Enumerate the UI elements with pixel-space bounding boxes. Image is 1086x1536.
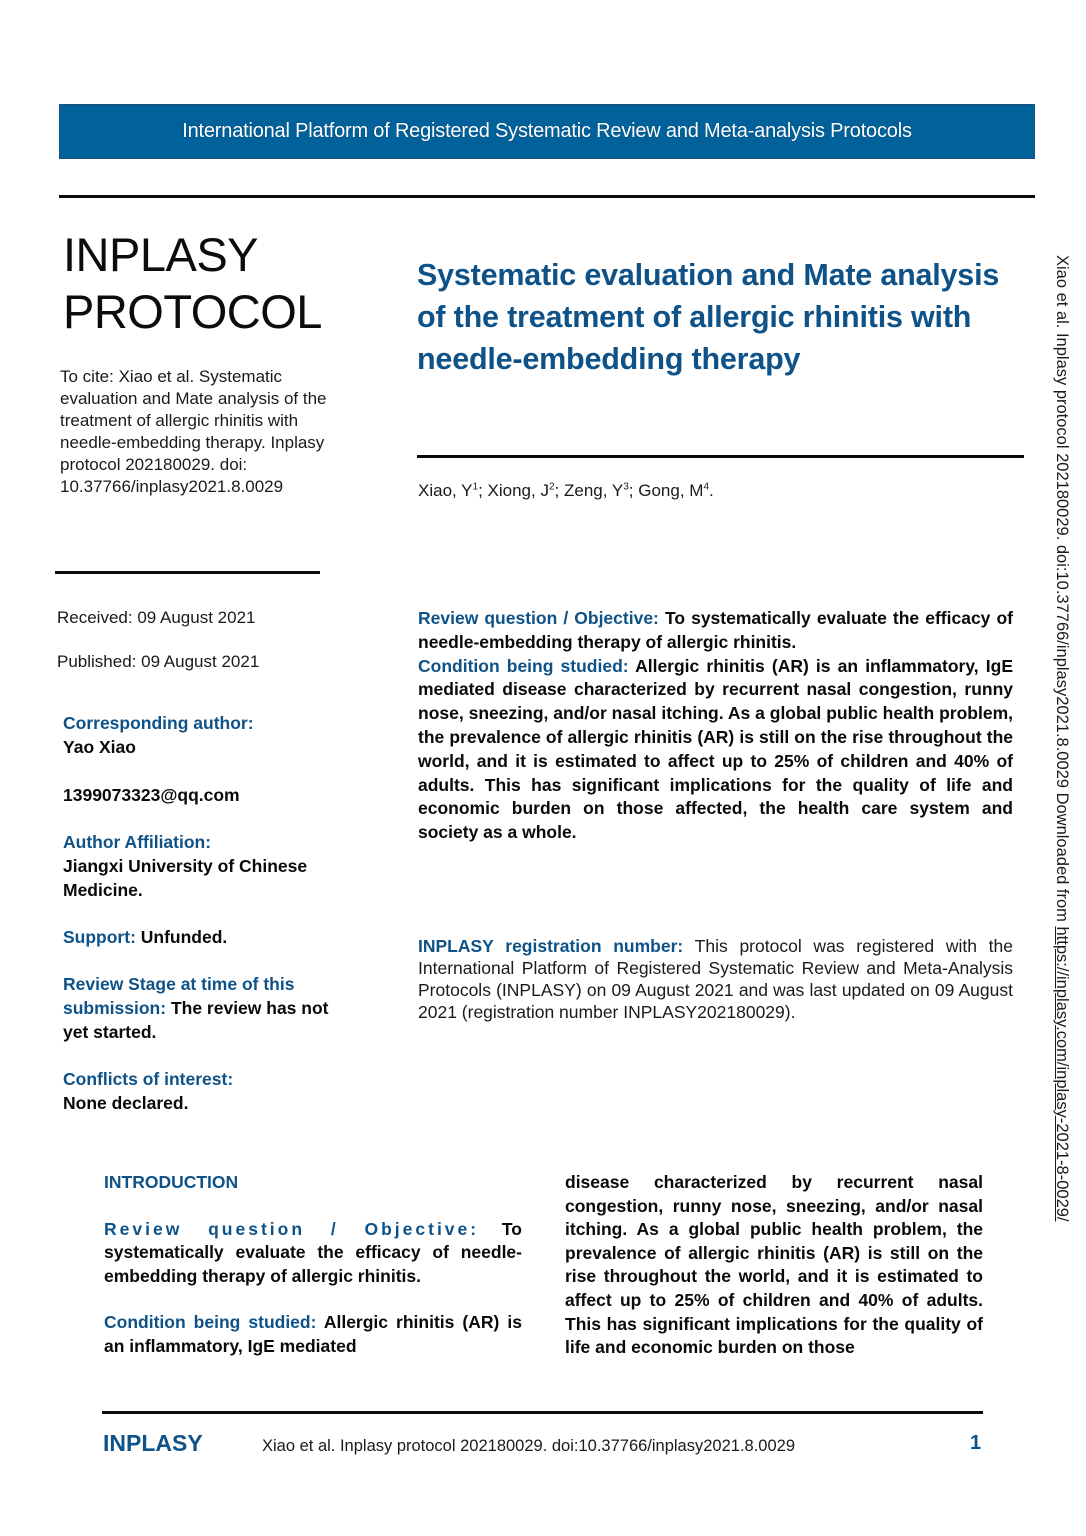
support-label: Support:: [63, 927, 136, 947]
intro-objective-label: Review question / Objective:: [104, 1218, 480, 1239]
intro-objective: [104, 1218, 522, 1289]
author-email[interactable]: 1399073323@qq.com: [63, 785, 240, 805]
intro-condition-label: Condition being studied:: [104, 1312, 317, 1333]
author-affiliation: [63, 830, 353, 902]
brand-title: [63, 226, 322, 340]
header-banner: [59, 104, 1035, 159]
conflicts-of-interest: [63, 1067, 353, 1115]
paper-title: Systematic evaluation and Mate analysis of the treatment of allergic rhinitis with needle-embedding therapy: [417, 258, 1000, 376]
download-link[interactable]: https://inplasy.com/inplasy-2021-8-0029/: [1053, 926, 1071, 1222]
received-date: Received: 09 August 2021: [57, 608, 256, 627]
page-number: 1: [970, 1432, 982, 1454]
section-heading-introduction: INTRODUCTION: [104, 1172, 239, 1192]
coi-label: Conflicts of interest:: [63, 1069, 234, 1089]
affiliation-value: Jiangxi University of Chinese Medicine.: [63, 856, 308, 900]
author: Gong, $M^4$.: [638, 481, 714, 500]
abstract-objective: [418, 607, 1013, 655]
brand-line-1: INPLASY: [63, 228, 259, 281]
intro-condition-continued: disease characterized by recurrent nasal congestion, runny nose, sneezing, and/or nasal itching. As a global public health problem, the prevalence of allergic rhinitis (AR) is still on the rise throughout the world, and it is estimated to affect up to 25% of children and 40% of adults. This has significant implications for the quality of life and economic burden on those: [565, 1172, 983, 1358]
citation: To cite: Xiao et al. Systematic evaluation and Mate analysis of the treatment of allergic rhinitis with needle-embedding therapy. Inplasy protocol 202180029. doi: 10.37766/inplasy2021.8.0029: [60, 367, 327, 496]
registration-label: INPLASY registration number:: [418, 936, 684, 956]
support-value: Unfunded.: [135, 927, 228, 947]
coi-value: None declared.: [63, 1093, 189, 1113]
banner-text: International Platform of Registered Systematic Review and Meta-analysis Protocols: [182, 120, 912, 142]
abstract-objective-text: To systematically evaluate the efficacy of needle-embedding therapy of allergic rhinitis.: [418, 608, 1013, 652]
registration-info: [418, 935, 1013, 1023]
published-date: Published: 09 August 2021: [57, 652, 260, 671]
review-stage-label: Review Stage at time of this submission:: [63, 974, 295, 1018]
affiliation-label: Author Affiliation:: [63, 832, 212, 852]
body-column-left: [104, 1171, 522, 1359]
abstract-condition-text: Allergic rhinitis (AR) is an inflammatory, IgE mediated disease characterized by recurrent nasal congestion, runny nose, sneezing, and/or nasal itching. As a global public health problem, the prevalence of allergic rhinitis (AR) is still on the rise throughout the world, and it is estimated to affect up to 25% of children and 40% of adults. This has significant implications for the quality of life and economic burden on those affected, the health care system and society as a whole.: [418, 655, 1013, 843]
side-margin-note: [1052, 255, 1071, 1222]
divider-title: [417, 455, 1024, 458]
registration-text: This protocol was registered with the International Platform of Registered Systematic Review and Meta-Analysis Protocols (INPLASY) on 09 August 2021 and was last updated on 09 August 2021 (registration number INPLASY202180029).: [418, 936, 1013, 1022]
abstract: [418, 607, 1013, 845]
divider-footer: [102, 1411, 983, 1414]
footer-brand: INPLASY: [103, 1430, 203, 1456]
abstract-condition-label: Condition being studied:: [418, 655, 629, 676]
brand-line-2: PROTOCOL: [63, 285, 322, 338]
corresponding-author-name: Yao Xiao: [63, 737, 136, 757]
abstract-objective-label: Review question / Objective:: [418, 608, 659, 628]
side-margin-text: Xiao et al. Inplasy protocol 202180029. doi:10.37766/inplasy2021.8.0029 Downloaded from: [1053, 255, 1071, 927]
corresponding-author-label: Corresponding author:: [63, 713, 254, 733]
footer-citation: Xiao et al. Inplasy protocol 202180029. doi:10.37766/inplasy2021.8.0029: [262, 1437, 795, 1455]
divider-citation: [55, 571, 320, 574]
abstract-condition: [418, 655, 1013, 845]
divider-top: [59, 195, 1035, 198]
intro-condition: [104, 1311, 522, 1358]
review-stage: [63, 972, 353, 1044]
review-stage-value: The review has not yet started.: [63, 998, 329, 1042]
author: Zeng, $Y^3$;: [563, 481, 639, 500]
author: Xiong, $J^2$;: [487, 481, 564, 500]
support: [63, 925, 353, 949]
author-list: [418, 481, 714, 501]
body-column-right: [565, 1171, 983, 1360]
intro-condition-text: Allergic rhinitis (AR) is an inflammatory, IgE mediated: [104, 1312, 522, 1356]
author: Xiao, $Y^1$;: [418, 481, 488, 500]
corresponding-author: [63, 711, 353, 759]
intro-objective-text: To systematically evaluate the efficacy of needle-embedding therapy of allergic rhinitis.: [104, 1218, 522, 1286]
